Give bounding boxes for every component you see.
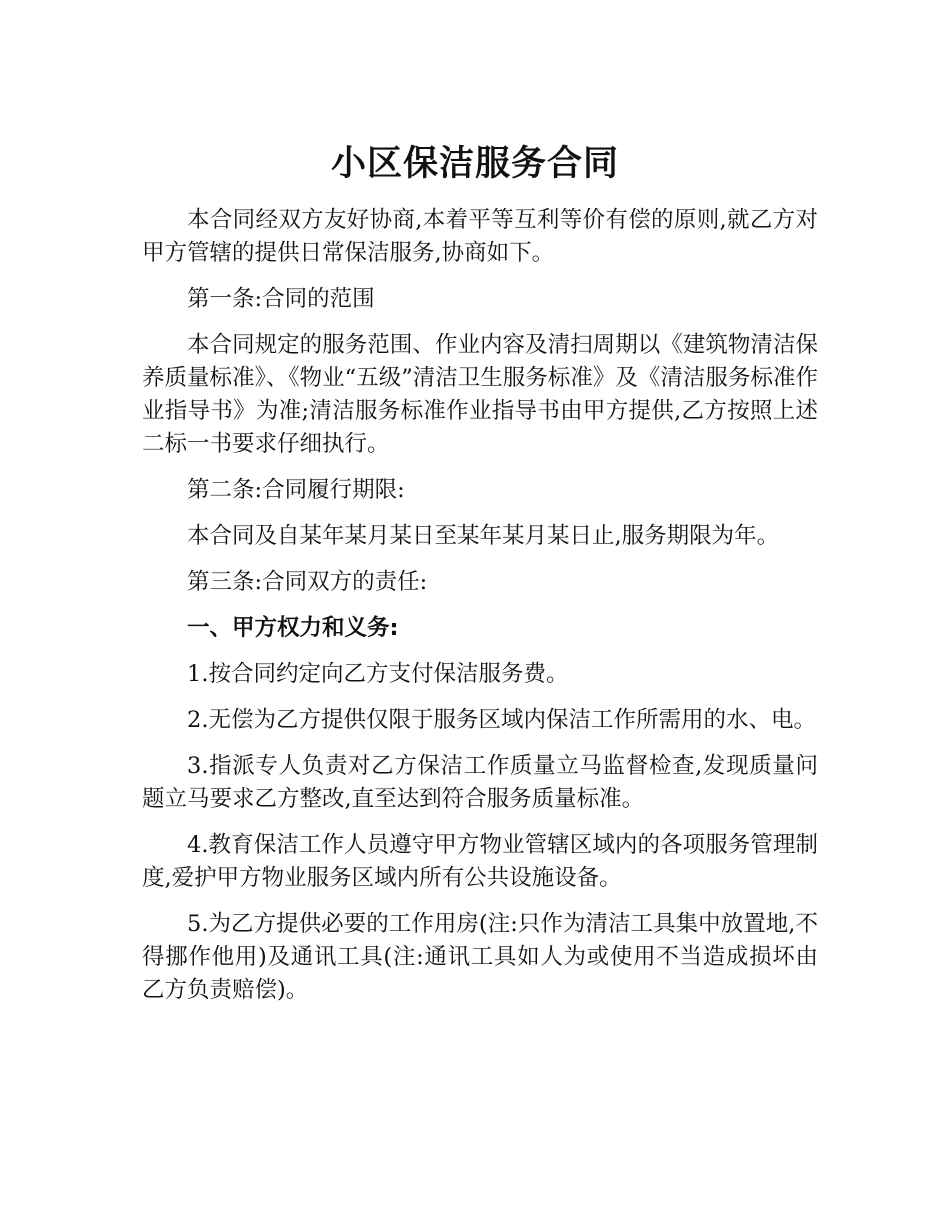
- document-body: [142, 204, 818, 1020]
- list-item-1: 1.按合同约定向乙方支付保洁服务费。: [187, 661, 569, 687]
- list-item-2: 2.无偿为乙方提供仅限于服务区域内保洁工作所需用的水、电。: [187, 707, 816, 733]
- clause-2-body: 本合同及自某年某月某日至某年某月某日止,服务期限为年。: [187, 523, 780, 549]
- party-a-rights-heading: 一、甲方权力和义务:: [187, 615, 399, 641]
- clause-2-heading: 第二条:合同履行期限:: [187, 477, 405, 503]
- list-item-3: 3.指派专人负责对乙方保洁工作质量立马监督检查,发现质量问题立马要求乙方整改,直至达到符合服务质量标准。: [142, 753, 818, 812]
- document-title: 小区保洁服务合同: [330, 144, 619, 185]
- list-item-5: 5.为乙方提供必要的工作用房(注:只作为清洁工具集中放置地,不得挪作他用)及通讯工具(注:通讯工具如人为或使用不当造成损坏由乙方负责赔偿)。: [142, 911, 818, 1003]
- clause-1-body: 本合同规定的服务范围、作业内容及清扫周期以《建筑物清洁保养质量标准》、《物业“五级”清洁卫生服务标准》及《清洁服务标准作业指导书》为准;清洁服务标准作业指导书由甲方提供,乙方按照上述二标一书要求仔细执行。: [142, 332, 818, 457]
- clause-3-heading: 第三条:合同双方的责任:: [187, 569, 428, 595]
- paragraph-intro: 本合同经双方友好协商,本着平等互利等价有偿的原则,就乙方对甲方管辖的提供日常保洁服务,协商如下。: [142, 207, 818, 266]
- list-item-4: 4.教育保洁工作人员遵守甲方物业管辖区域内的各项服务管理制度,爱护甲方物业服务区域内所有公共设施设备。: [142, 832, 818, 891]
- clause-1-heading: 第一条:合同的范围: [187, 286, 375, 312]
